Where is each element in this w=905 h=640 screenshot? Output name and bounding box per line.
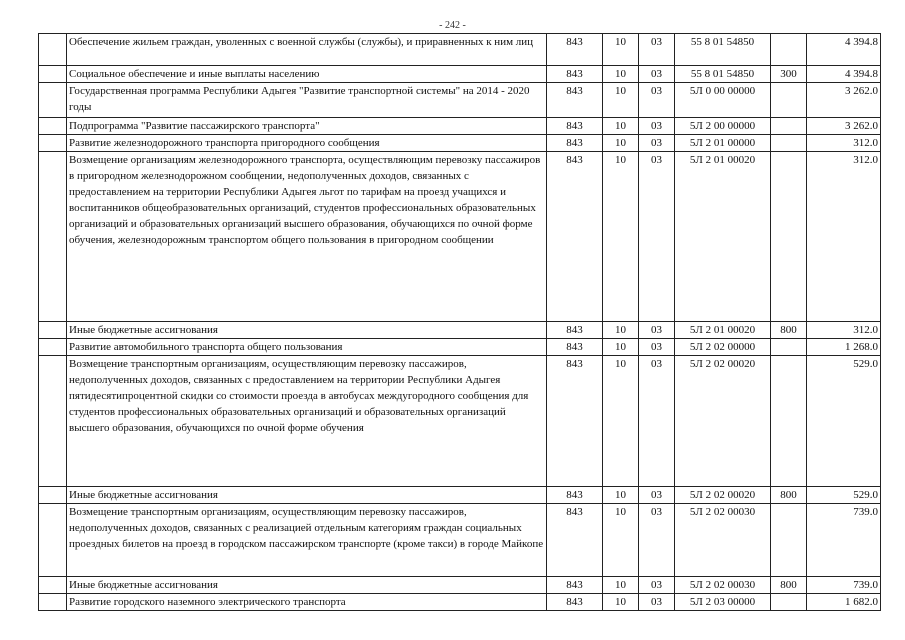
- row-name: Государственная программа Республики Адыгея "Развитие транспортной системы" на 2014 - 2020 годы: [67, 83, 547, 118]
- expense-type-code: [771, 504, 807, 577]
- section-code: 10: [603, 487, 639, 504]
- expense-type-code: [771, 594, 807, 611]
- row-name: Развитие автомобильного транспорта общего пользования: [67, 339, 547, 356]
- row-name: Подпрограмма "Развитие пассажирского транспорта": [67, 118, 547, 135]
- subsection-code: 03: [639, 34, 675, 66]
- row-number-cell: [39, 66, 67, 83]
- row-number-cell: [39, 322, 67, 339]
- ministry-code: 843: [547, 322, 603, 339]
- row-number-cell: [39, 34, 67, 66]
- table-row: [39, 504, 881, 577]
- section-code: 10: [603, 135, 639, 152]
- subsection-code: 03: [639, 152, 675, 322]
- table-row: [39, 118, 881, 135]
- ministry-code: 843: [547, 152, 603, 322]
- amount: 739.0: [807, 504, 881, 577]
- section-code: 10: [603, 577, 639, 594]
- row-number-cell: [39, 118, 67, 135]
- target-article-code: 55 8 01 54850: [675, 34, 771, 66]
- ministry-code: 843: [547, 135, 603, 152]
- table-row: [39, 322, 881, 339]
- table-row: [39, 66, 881, 83]
- section-code: 10: [603, 66, 639, 83]
- ministry-code: 843: [547, 118, 603, 135]
- row-number-cell: [39, 504, 67, 577]
- amount: 529.0: [807, 487, 881, 504]
- target-article-code: 5Л 2 03 00000: [675, 594, 771, 611]
- amount: 3 262.0: [807, 118, 881, 135]
- expense-type-code: 300: [771, 66, 807, 83]
- target-article-code: 5Л 2 01 00020: [675, 322, 771, 339]
- ministry-code: 843: [547, 504, 603, 577]
- amount: 739.0: [807, 577, 881, 594]
- amount: 312.0: [807, 135, 881, 152]
- section-code: 10: [603, 594, 639, 611]
- target-article-code: 5Л 2 01 00000: [675, 135, 771, 152]
- budget-table: [38, 33, 881, 611]
- expense-type-code: [771, 34, 807, 66]
- ministry-code: 843: [547, 356, 603, 487]
- subsection-code: 03: [639, 356, 675, 487]
- subsection-code: 03: [639, 118, 675, 135]
- table-row: [39, 356, 881, 487]
- expense-type-code: [771, 356, 807, 487]
- expense-type-code: [771, 152, 807, 322]
- expense-type-code: 800: [771, 487, 807, 504]
- subsection-code: 03: [639, 322, 675, 339]
- page-number: - 242 -: [439, 20, 466, 31]
- ministry-code: 843: [547, 83, 603, 118]
- row-name: Иные бюджетные ассигнования: [67, 487, 547, 504]
- ministry-code: 843: [547, 34, 603, 66]
- amount: 312.0: [807, 322, 881, 339]
- section-code: 10: [603, 356, 639, 487]
- row-name: Развитие железнодорожного транспорта пригородного сообщения: [67, 135, 547, 152]
- table-row: [39, 577, 881, 594]
- table-row: [39, 34, 881, 66]
- target-article-code: 5Л 2 02 00030: [675, 504, 771, 577]
- target-article-code: 5Л 2 02 00030: [675, 577, 771, 594]
- amount: 312.0: [807, 152, 881, 322]
- ministry-code: 843: [547, 594, 603, 611]
- expense-type-code: [771, 83, 807, 118]
- row-number-cell: [39, 152, 67, 322]
- table-row: [39, 339, 881, 356]
- target-article-code: 5Л 2 02 00020: [675, 356, 771, 487]
- subsection-code: 03: [639, 66, 675, 83]
- row-name: Иные бюджетные ассигнования: [67, 577, 547, 594]
- target-article-code: 5Л 2 01 00020: [675, 152, 771, 322]
- row-name: Иные бюджетные ассигнования: [67, 322, 547, 339]
- expense-type-code: [771, 118, 807, 135]
- target-article-code: 5Л 0 00 00000: [675, 83, 771, 118]
- amount: 529.0: [807, 356, 881, 487]
- ministry-code: 843: [547, 487, 603, 504]
- expense-type-code: 800: [771, 322, 807, 339]
- target-article-code: 55 8 01 54850: [675, 66, 771, 83]
- section-code: 10: [603, 322, 639, 339]
- subsection-code: 03: [639, 504, 675, 577]
- table-row: [39, 152, 881, 322]
- table-row: [39, 594, 881, 611]
- table-row: [39, 83, 881, 118]
- row-name: Социальное обеспечение и иные выплаты населению: [67, 66, 547, 83]
- expense-type-code: [771, 135, 807, 152]
- expense-type-code: [771, 339, 807, 356]
- ministry-code: 843: [547, 339, 603, 356]
- row-name: Обеспечение жильем граждан, уволенных с военной службы (службы), и приравненных к ним лиц: [67, 34, 547, 66]
- amount: 1 268.0: [807, 339, 881, 356]
- amount: 4 394.8: [807, 66, 881, 83]
- row-number-cell: [39, 83, 67, 118]
- row-name: Развитие городского наземного электрического транспорта: [67, 594, 547, 611]
- target-article-code: 5Л 2 02 00000: [675, 339, 771, 356]
- row-name: Возмещение транспортным организациям, осуществляющим перевозку пассажиров, недополученных доходов, связанных с предоставлением на территории Республики Адыгея пятидесятипроцентной скидки со стоимости проезда в автобусах междугородного сообщения для студентов профессиональных образовательных организаций и образовательных организаций высшего образования, обучающихся по очной форме обучения: [67, 356, 547, 487]
- row-number-cell: [39, 135, 67, 152]
- target-article-code: 5Л 2 00 00000: [675, 118, 771, 135]
- row-number-cell: [39, 356, 67, 487]
- subsection-code: 03: [639, 594, 675, 611]
- row-number-cell: [39, 339, 67, 356]
- table-row: [39, 135, 881, 152]
- section-code: 10: [603, 83, 639, 118]
- subsection-code: 03: [639, 577, 675, 594]
- subsection-code: 03: [639, 339, 675, 356]
- subsection-code: 03: [639, 83, 675, 118]
- amount: 4 394.8: [807, 34, 881, 66]
- section-code: 10: [603, 34, 639, 66]
- amount: 3 262.0: [807, 83, 881, 118]
- subsection-code: 03: [639, 487, 675, 504]
- section-code: 10: [603, 504, 639, 577]
- amount: 1 682.0: [807, 594, 881, 611]
- section-code: 10: [603, 152, 639, 322]
- target-article-code: 5Л 2 02 00020: [675, 487, 771, 504]
- row-number-cell: [39, 577, 67, 594]
- row-number-cell: [39, 487, 67, 504]
- section-code: 10: [603, 339, 639, 356]
- row-name: Возмещение транспортным организациям, осуществляющим перевозку пассажиров, недополученных доходов, связанных с реализацией отдельным категориям граждан социальных проездных билетов на проезд в городском пассажирском транспорте (кроме такси) в городе Майкопе: [67, 504, 547, 577]
- row-number-cell: [39, 594, 67, 611]
- ministry-code: 843: [547, 66, 603, 83]
- section-code: 10: [603, 118, 639, 135]
- row-name: Возмещение организациям железнодорожного транспорта, осуществляющим перевозку пассажиров в пригородном железнодорожном сообщении, недополученных доходов, связанных с предоставлением на территории Республики Адыгея льгот по тарифам на проезд учащихся и воспитанников общеобразовательных организаций, студентов профессиональных образовательных организаций и образовательных организаций высшего образования, обучающихся по очной форме обучения, железнодорожным транспортом общего пользования в пригородном сообщении: [67, 152, 547, 322]
- expense-type-code: 800: [771, 577, 807, 594]
- table-row: [39, 487, 881, 504]
- ministry-code: 843: [547, 577, 603, 594]
- subsection-code: 03: [639, 135, 675, 152]
